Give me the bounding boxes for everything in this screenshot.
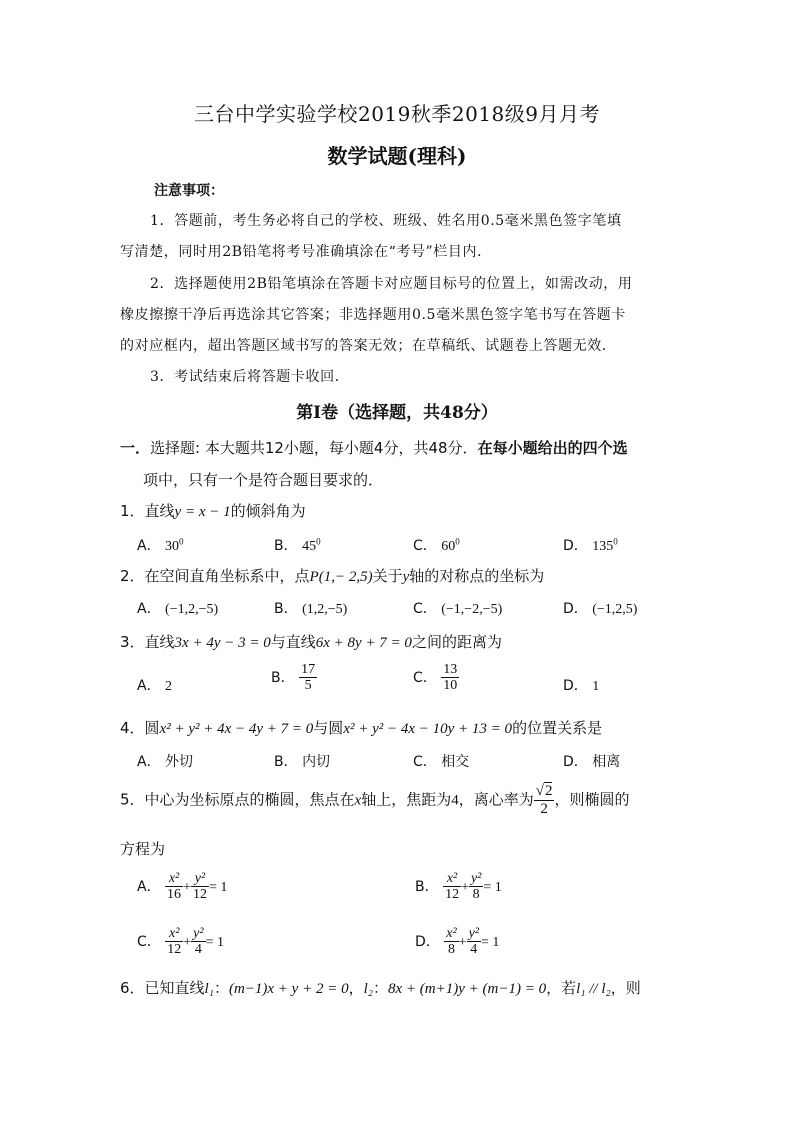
q6-line-2-name: l₂ xyxy=(363,981,373,997)
q1-option-b xyxy=(274,535,321,555)
q2-a-value: (−1,2,−5) xyxy=(165,602,219,617)
q5-b-frac-2 xyxy=(469,871,483,903)
q1-option-d xyxy=(563,535,618,555)
q6-colon-2: ： xyxy=(373,979,389,997)
q3-c-numerator: 13 xyxy=(443,662,458,677)
q5-focal-length: 4 xyxy=(451,792,459,809)
q4-option-b xyxy=(274,751,330,771)
q2-d-value: (−1,2,5) xyxy=(592,602,638,617)
q3-c-denominator: 10 xyxy=(443,678,458,694)
q3-equation-2: 6x + 8y + 7 = 0 xyxy=(315,635,412,651)
q1-c-degree: 0 xyxy=(455,536,460,547)
q5-b-num-1: x² xyxy=(446,871,458,886)
q5-d-plus: + xyxy=(458,934,467,950)
q3-d-label: D． xyxy=(563,678,588,694)
q2-text-c: 轴的对称点的坐标为 xyxy=(409,567,545,585)
q5-option-b xyxy=(415,871,502,903)
q2-option-a xyxy=(137,598,218,618)
q2-option-d xyxy=(563,598,637,618)
q2-point: P(1,− 2,5) xyxy=(309,569,373,585)
q6-text-c: ，则 xyxy=(610,979,641,997)
q2-text-b: 关于 xyxy=(372,567,403,585)
q1-a-label: A． xyxy=(137,538,161,554)
q5-a-label: A． xyxy=(137,878,161,895)
q1-text-b: 的倾斜角为 xyxy=(230,502,306,520)
q5-d-den-1: 8 xyxy=(447,942,455,958)
q5-text-b: 轴上，焦距为 xyxy=(361,790,452,809)
q4-equation-1: x² + y² + 4x − 4y + 7 = 0 xyxy=(159,721,314,737)
q2-d-label: D． xyxy=(563,601,588,617)
q2-text-a: 2．在空间直角坐标系中，点 xyxy=(120,567,310,585)
q5-b-label: B． xyxy=(415,878,439,895)
section-instructions xyxy=(120,437,628,458)
q2-option-c xyxy=(413,598,502,618)
q6-equation-1: (m−1)x + y + 2 = 0 xyxy=(228,981,349,997)
q6-separator: ， xyxy=(348,979,364,997)
q3-text-a: 3．直线 xyxy=(120,633,175,651)
q5-d-equals: = 1 xyxy=(480,934,500,950)
q4-d-label: D． xyxy=(563,754,588,770)
q4-text-b: 与圆 xyxy=(313,719,344,737)
q1-a-degree: 0 xyxy=(179,536,184,547)
q1-equation: y = x − 1 xyxy=(174,504,231,520)
q6-colon-1: ： xyxy=(213,979,229,997)
q1-option-c xyxy=(413,535,460,555)
q4-b-label: B． xyxy=(274,754,298,770)
q5-option-a xyxy=(137,871,227,903)
q4-c-label: C． xyxy=(413,754,437,770)
exam-subtitle: 数学试题(理科) xyxy=(327,144,467,168)
q2-a-label: A． xyxy=(137,601,161,617)
q5-d-frac-2 xyxy=(467,926,481,958)
q3-b-denominator: 5 xyxy=(304,678,312,694)
q5-text-a: 5．中心为坐标原点的椭圆，焦点在 xyxy=(120,790,355,809)
q3-c-label: C． xyxy=(413,669,437,686)
exam-title: 三台中学实验学校2019秋季2018级9月月考 xyxy=(193,102,601,126)
section-instructions-line-2: 项中，只有一个是符合题目要求的． xyxy=(143,471,384,489)
q6-equation-2: 8x + (m+1)y + (m−1) = 0 xyxy=(388,981,547,997)
q5-text-c: ，离心率为 xyxy=(458,790,534,809)
q3-b-numerator: 17 xyxy=(301,662,316,677)
q4-text-a: 4．圆 xyxy=(120,719,160,737)
q3-equation-1: 3x + 4y − 3 = 0 xyxy=(174,635,271,651)
q2-b-label: B． xyxy=(274,601,298,617)
q5-d-den-2: 4 xyxy=(470,942,478,958)
q1-option-a xyxy=(137,535,184,555)
q1-d-label: D． xyxy=(563,538,588,554)
q3-option-a xyxy=(137,675,172,695)
q2-axis: y xyxy=(402,569,410,585)
q5-eccentricity xyxy=(534,783,555,817)
q5-a-num-1: x² xyxy=(168,871,180,886)
q2-c-value: (−1,−2,−5) xyxy=(441,602,503,617)
q6-line-1-name: l₁ xyxy=(204,981,214,997)
q5-c-frac-2 xyxy=(191,926,205,958)
q5-d-num-2: y² xyxy=(468,926,479,941)
note-2-line-1: 2．选择题使用2B铅笔填涂在答题卡对应题目标号的位置上，如需改动，用 xyxy=(150,276,633,292)
q3-d-value: 1 xyxy=(592,679,600,694)
q3-b-fraction xyxy=(299,662,317,694)
notes-heading: 注意事项： xyxy=(154,183,224,199)
note-2-line-2: 橡皮擦擦干净后再选涂其它答案；非选择题用0.5毫米黑色签字笔书写在答题卡 xyxy=(120,307,626,323)
q5-a-den-1: 16 xyxy=(167,887,182,903)
q5-radicand: 2 xyxy=(544,783,553,799)
q5-x-axis: x xyxy=(354,792,362,809)
q5-a-frac-2 xyxy=(191,871,209,903)
question-1 xyxy=(120,500,306,521)
q5-a-frac-1 xyxy=(165,871,183,903)
q5-c-num-2: y² xyxy=(193,926,204,941)
q4-equation-2: x² + y² − 4x − 10y + 13 = 0 xyxy=(343,721,513,737)
instr-part-b: 在每小题给出的四个选 xyxy=(477,439,628,457)
q1-d-value: 135 xyxy=(592,539,614,554)
q1-d-degree: 0 xyxy=(613,536,618,547)
instr-number: 一． xyxy=(120,439,151,457)
q3-text-c: 之间的距离为 xyxy=(411,633,502,651)
q5-d-frac-1 xyxy=(444,926,458,958)
q5-d-num-1: x² xyxy=(446,926,457,941)
q3-option-c xyxy=(413,662,459,694)
q5-ecc-denominator: 2 xyxy=(540,800,548,817)
q5-text-d: ，则椭圆的 xyxy=(554,790,630,809)
q6-text-b: ，若 xyxy=(546,979,577,997)
q3-option-b xyxy=(271,662,317,694)
q5-b-den-2: 8 xyxy=(472,887,480,903)
q1-b-degree: 0 xyxy=(316,536,321,547)
q5-b-equals: = 1 xyxy=(483,879,502,895)
q6-text-a: 6．已知直线 xyxy=(120,979,205,997)
question-5 xyxy=(120,783,630,817)
section-heading: 第Ⅰ卷（选择题，共48分） xyxy=(296,403,498,423)
q5-d-label: D． xyxy=(415,933,440,950)
q5-option-c xyxy=(137,926,224,958)
note-2-line-3: 的对应框内，超出答题区域书写的答案无效；在草稿纸、试题卷上答题无效． xyxy=(120,338,617,354)
q6-parallel: l₁ // l₂ xyxy=(576,981,611,997)
q5-c-plus: + xyxy=(183,934,192,950)
q2-b-value: (1,2,−5) xyxy=(302,602,348,617)
question-2 xyxy=(120,565,544,586)
q2-option-b xyxy=(274,598,347,618)
q1-c-value: 60 xyxy=(441,539,456,554)
q4-text-c: 的位置关系是 xyxy=(512,719,603,737)
q4-a-value: 外切 xyxy=(165,754,194,770)
q5-c-label: C． xyxy=(137,933,161,950)
note-1-line-1: 1．答题前，考生务必将自己的学校、班级、姓名用0.5毫米黑色签字笔填 xyxy=(150,213,622,229)
q4-b-value: 内切 xyxy=(302,754,331,770)
q4-c-value: 相交 xyxy=(441,754,470,770)
q5-c-frac-1 xyxy=(165,926,183,958)
q3-option-d xyxy=(563,675,599,695)
q1-a-value: 30 xyxy=(165,539,180,554)
q1-b-value: 45 xyxy=(302,539,317,554)
note-1-line-2: 写清楚，同时用2B铅笔将考号准确填涂在“考号”栏目内． xyxy=(120,244,492,260)
q3-a-value: 2 xyxy=(165,679,173,694)
q5-c-equals: = 1 xyxy=(205,934,224,950)
q5-c-den-2: 4 xyxy=(194,942,202,958)
question-6 xyxy=(120,977,641,998)
instr-part-a: 选择题: 本大题共12小题，每小题4分，共48分． xyxy=(150,439,478,457)
q5-c-den-1: 12 xyxy=(167,942,182,958)
q3-text-b: 与直线 xyxy=(270,633,316,651)
q5-a-num-2: y² xyxy=(194,871,206,886)
question-3 xyxy=(120,631,502,652)
q1-b-label: B． xyxy=(274,538,298,554)
q3-b-label: B． xyxy=(271,669,295,686)
q5-a-equals: = 1 xyxy=(208,879,228,895)
q1-text-a: 1．直线 xyxy=(120,502,175,520)
q5-b-den-1: 12 xyxy=(445,887,460,903)
q4-d-value: 相离 xyxy=(592,754,621,770)
q1-c-label: C． xyxy=(413,538,437,554)
q4-option-a xyxy=(137,751,193,771)
q4-a-label: A． xyxy=(137,754,161,770)
q5-a-plus: + xyxy=(183,879,191,895)
q5-b-frac-1 xyxy=(443,871,461,903)
q5-a-den-2: 12 xyxy=(192,887,207,903)
q3-a-label: A． xyxy=(137,678,161,694)
question-4 xyxy=(120,717,602,738)
q4-option-d xyxy=(563,751,620,771)
q5-line-2: 方程为 xyxy=(120,840,166,858)
q2-c-label: C． xyxy=(413,601,437,617)
q5-b-plus: + xyxy=(461,879,469,895)
q5-b-num-2: y² xyxy=(470,871,482,886)
q5-sqrt: √2 xyxy=(535,783,553,799)
note-3: 3．考试结束后将答题卡收回． xyxy=(150,369,350,385)
q5-option-d xyxy=(415,926,499,958)
q3-c-fraction xyxy=(441,662,459,694)
q5-c-num-1: x² xyxy=(169,926,180,941)
q4-option-c xyxy=(413,751,469,771)
